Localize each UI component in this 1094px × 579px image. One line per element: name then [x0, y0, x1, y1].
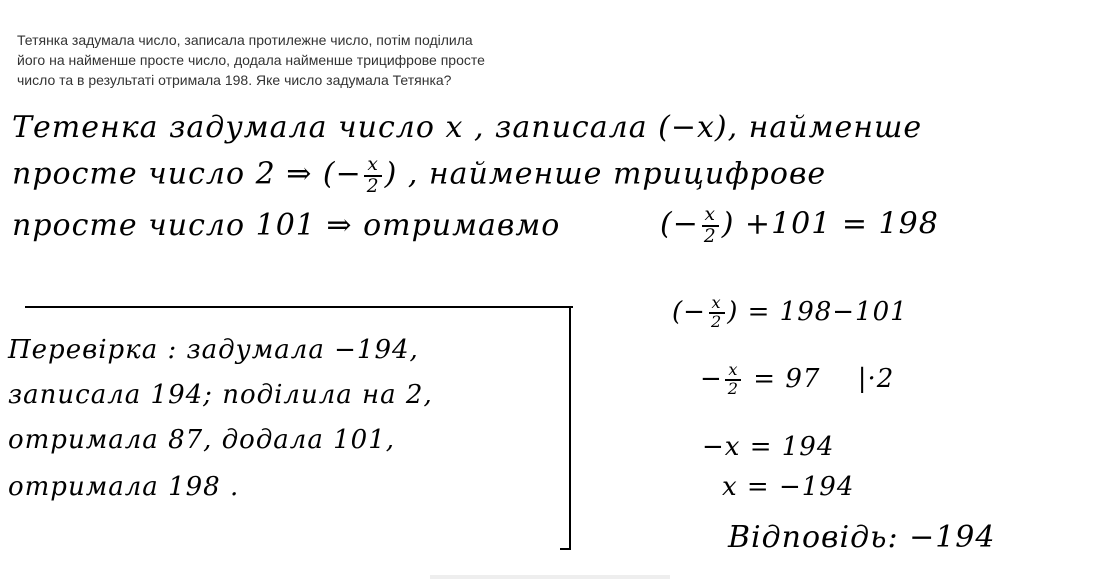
step-1 [672, 295, 908, 331]
check-line: записала 194; поділила на 2, [8, 380, 433, 410]
answer: Відповідь: −194 [728, 520, 996, 555]
fraction-numerator: x [364, 155, 382, 177]
fraction-numerator: x [725, 362, 741, 381]
multiply-note: |·2 [857, 363, 895, 394]
check-line: отримала 87, додала 101, [8, 425, 396, 455]
fraction [725, 362, 742, 398]
equation-end: ) +101 = 198 [721, 206, 939, 242]
problem-text [17, 30, 577, 90]
check-line: Перевірка : задумала −194, [8, 335, 419, 365]
check-line: отримала 198 . [8, 472, 240, 502]
fraction-denominator: 2 [727, 378, 740, 398]
check-box-bottom [560, 548, 570, 550]
check-box-right [569, 308, 571, 550]
fraction [364, 155, 383, 196]
fraction-numerator: x [702, 205, 720, 227]
fraction-denominator: 2 [366, 175, 380, 197]
fraction-numerator: x [709, 295, 725, 314]
step-2-start: − [700, 363, 723, 394]
bottom-strip [430, 575, 670, 579]
step-4: x = −194 [722, 472, 855, 502]
step-1-end: ) = 198−101 [727, 296, 908, 327]
step-2 [700, 362, 894, 398]
step-3: −x = 194 [702, 432, 835, 462]
step-1-start: (− [672, 296, 706, 327]
solution-line-1: Тетенка задумала число x , записала (−x), найменше [12, 110, 923, 145]
problem-line: число та в результаті отримала 198. Яке число задумала Тетянка? [17, 72, 452, 88]
fraction [708, 295, 725, 331]
solution-line-2-start: просте число 2 ⇒ (− [12, 156, 362, 192]
problem-line: його на найменше просте число, додала найменше трицифрове просте [17, 52, 485, 68]
step-2-end: = 97 [744, 363, 821, 394]
solution-line-3: просте число 101 ⇒ отримавмо [12, 208, 561, 243]
problem-line: Тетянка задумала число, записала протилежне число, потім поділила [17, 32, 473, 48]
equation-main [660, 205, 939, 246]
fraction-denominator: 2 [703, 225, 717, 247]
check-box-top [25, 306, 573, 308]
equation-start: (− [660, 206, 699, 242]
solution-line-2 [12, 155, 826, 196]
fraction [701, 205, 720, 246]
fraction-denominator: 2 [710, 311, 723, 331]
solution-line-2-end: ) , найменше трицифрове [384, 156, 827, 192]
